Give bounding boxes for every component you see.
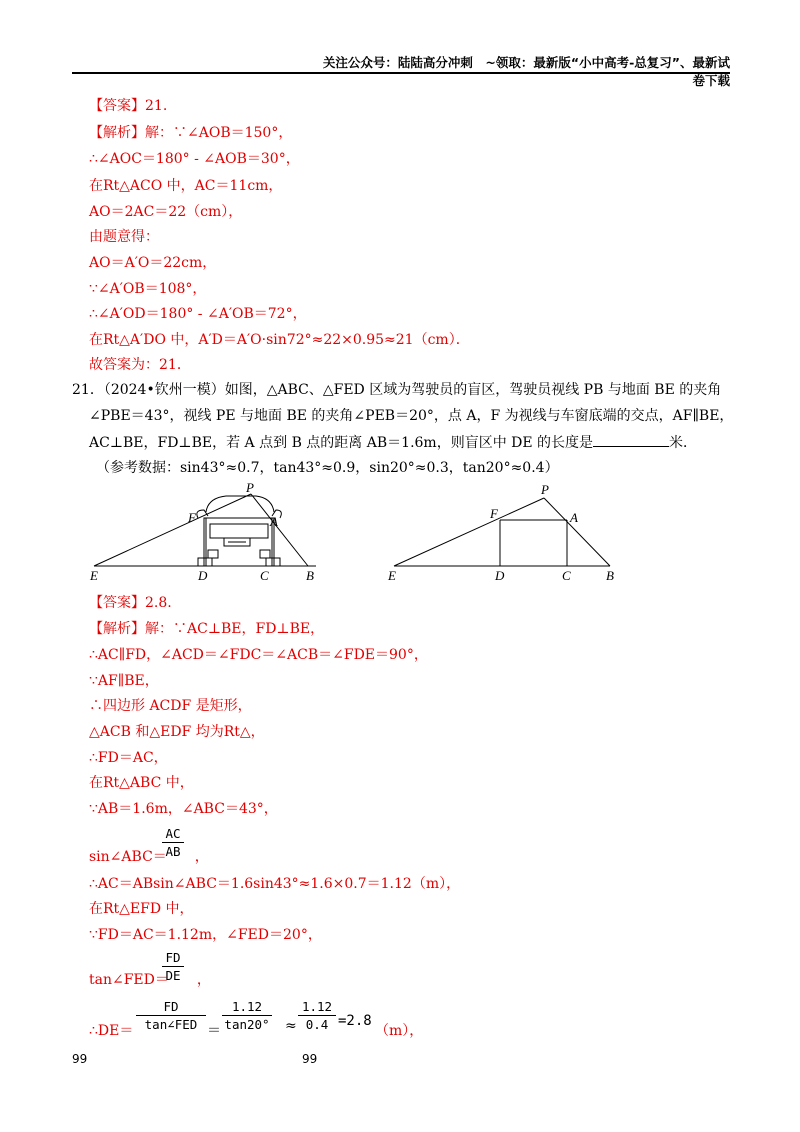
sol21-line-12: ∵FD＝AC＝1.12m，∠FED＝20°， xyxy=(89,927,322,943)
analysis-text: 解：∵∠AOB＝150°， xyxy=(145,125,293,141)
q20-line-10: 故答案为：21． xyxy=(89,357,191,373)
q21-reference-data: （参考数据：sin43°≈0.7，tan43°≈0.9，sin20°≈0.3，tan20°≈0.4） xyxy=(96,460,559,476)
fraction-112-04 xyxy=(298,999,336,1032)
sol21-line-13 xyxy=(89,971,211,989)
fraction-denominator: tan∠FED xyxy=(144,1017,198,1032)
tan-expression: tan∠FED＝ xyxy=(89,972,169,988)
sol21-line-6: ∴FD＝AC， xyxy=(89,750,168,766)
question-text-end: 米． xyxy=(669,435,698,451)
footer-page-number-left: 99 xyxy=(72,1052,88,1066)
q21-answer xyxy=(89,594,172,612)
fraction-numerator: FD xyxy=(163,999,179,1014)
q20-line-6: AO＝A′O＝22cm， xyxy=(89,255,217,271)
comma: ， xyxy=(194,849,209,865)
sin-expression: sin∠ABC＝ xyxy=(89,849,167,865)
label-b: B xyxy=(606,568,614,583)
label-e: E xyxy=(388,568,396,583)
sol21-line-8: ∵AB＝1.6m，∠ABC＝43°， xyxy=(89,801,278,817)
q20-line-5: 由题意得： xyxy=(89,229,159,245)
label-b: B xyxy=(306,568,314,583)
fraction-numerator: 1.12 xyxy=(301,999,333,1014)
fraction-numerator: 1.12 xyxy=(231,999,263,1014)
analysis-tag: 【解析】 xyxy=(89,621,145,637)
q21-line-3 xyxy=(89,434,697,452)
answer-value: 2.8. xyxy=(145,595,172,611)
q21-line-2: ∠PBE＝43°，视线 PE 与地面 BE 的夹角∠PEB＝20°，点 A，F 为视线与车窗底端的交点，AF∥BE， xyxy=(89,408,734,424)
fraction-denominator: 0.4 xyxy=(305,1017,329,1032)
label-d: D xyxy=(495,568,505,583)
q20-line-4: AO＝2AC＝22（cm）， xyxy=(89,204,243,220)
label-c: C xyxy=(260,568,269,583)
q20-line-3: 在Rt△ACO 中，AC＝11cm， xyxy=(89,178,283,194)
analysis-text: 解：∵AC⊥BE，FD⊥BE， xyxy=(145,621,325,637)
answer-tag: 【答案】 xyxy=(89,595,145,611)
answer-tag: 【答案】 xyxy=(89,98,145,114)
sol21-line-9 xyxy=(89,848,209,866)
sol21-line-4: ∴四边形 ACDF 是矩形， xyxy=(89,698,252,714)
label-a: A xyxy=(270,514,278,529)
question-text: （2024•钦州一模）如图，△ABC、△FED 区域为驾驶员的盲区，驾驶员视线 PB 与地面 BE 的夹角 xyxy=(103,382,722,398)
header-rule xyxy=(72,72,730,74)
q20-analysis-line-1 xyxy=(89,124,292,142)
sol21-line-10: ∴AC＝ABsin∠ABC＝1.6sin43°≈1.6×0.7＝1.12（m）， xyxy=(89,876,461,892)
label-f: F xyxy=(490,506,498,521)
fraction-denominator: DE xyxy=(165,968,181,983)
q20-line-8: ∴∠A′OD＝180° - ∠A′OB＝72°， xyxy=(89,306,307,322)
fraction-bar xyxy=(162,842,184,843)
label-e: E xyxy=(90,568,98,583)
figure-car-diagram xyxy=(86,480,326,586)
question-number: 21． xyxy=(72,382,104,398)
sol21-line-3: ∵AF∥BE， xyxy=(89,673,159,689)
comma: ， xyxy=(196,972,211,988)
fraction-112-tan20 xyxy=(222,999,272,1032)
question-text: AC⊥BE，FD⊥BE，若 A 点到 B 点的距离 AB＝1.6m，则盲区中 DE 的长度是 xyxy=(89,435,594,451)
answer-value: 21. xyxy=(145,98,168,114)
page-header: 关注公众号：陆陆高分冲刺 ~领取：最新版“小中高考-总复习”、最新试卷下载 xyxy=(322,55,730,88)
sol21-line-5: △ACB 和△EDF 均为Rt△， xyxy=(89,724,265,740)
fraction-bar xyxy=(222,1015,272,1016)
label-c: C xyxy=(562,568,571,583)
fraction-bar xyxy=(136,1015,206,1016)
q20-line-9: 在Rt△A′DO 中，A′D＝A′O·sin72°≈22×0.95≈21（cm）． xyxy=(89,332,470,348)
footer-page-number-center: 99 xyxy=(302,1052,318,1066)
sol21-line-1 xyxy=(89,620,324,638)
label-p: P xyxy=(541,482,549,497)
label-a: A xyxy=(570,510,578,525)
q20-line-2: ∴∠AOC＝180° - ∠AOB＝30°， xyxy=(89,151,300,167)
analysis-tag: 【解析】 xyxy=(89,125,145,141)
fraction-denominator: tan20° xyxy=(224,1017,270,1032)
sol21-line-2: ∴AC∥FD，∠ACD＝∠FDC＝∠ACB＝∠FDE＝90°， xyxy=(89,647,428,663)
result-unit: （m）， xyxy=(375,1023,424,1039)
fraction-fd-tanfed xyxy=(136,999,206,1032)
answer-blank xyxy=(593,434,669,447)
equals-sign: ＝ xyxy=(207,1023,221,1039)
approx-sign: ≈ xyxy=(285,1018,297,1034)
fraction-numerator: FD xyxy=(165,950,181,965)
q20-line-7: ∵∠A′OB＝108°， xyxy=(89,281,207,297)
fraction-bar xyxy=(162,966,184,967)
label-p: P xyxy=(246,480,254,495)
fraction-denominator: AB xyxy=(165,844,181,859)
label-f: F xyxy=(188,510,196,525)
result-value: =2.8 xyxy=(338,1013,372,1029)
fraction-numerator: AC xyxy=(165,826,181,841)
fraction-bar xyxy=(298,1015,336,1016)
sol21-line-11: 在Rt△EFD 中， xyxy=(89,901,194,917)
q21-line-1 xyxy=(72,381,721,399)
sol21-line-14: ∴DE＝ xyxy=(89,1023,134,1039)
figure-geometry-diagram xyxy=(384,480,624,586)
sol21-line-7: 在Rt△ABC 中， xyxy=(89,775,194,791)
label-d: D xyxy=(198,568,208,583)
q20-answer xyxy=(89,97,167,115)
